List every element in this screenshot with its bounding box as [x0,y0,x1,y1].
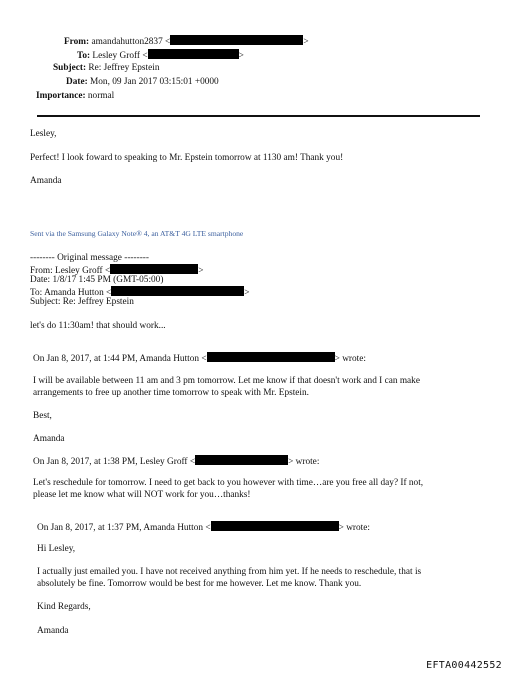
original-date: Date: 1/8/17 1:45 PM (GMT-05:00) [30,275,164,285]
header-from [64,35,309,48]
header-to [77,49,244,62]
subject-value: Re: Jeffrey Epstein [88,63,160,73]
quote1-attribution [33,352,366,365]
close-bracket: > [303,37,309,47]
redaction-bar [211,521,339,531]
mobile-signature: Sent via the Samsung Galaxy Note® 4, an AT&T 4G LTE smartphone [30,228,244,238]
close-bracket: > [244,288,250,298]
quote1-wrote: > wrote: [334,354,366,364]
date-label: Date: [66,77,88,87]
to-label: To: [77,51,91,61]
quote2-wrote: > wrote: [288,457,320,467]
date-value: Mon, 09 Jan 2017 03:15:01 +0000 [90,77,219,87]
quote1-body-line2: arrangements to free up another time tomorrow to speak with Mr. Epstein. [33,388,309,398]
quote2-body-line1: Let's reschedule for tomorrow. I need to get back to you however with time…are you free all day? If not, [33,478,424,488]
original-divider: -------- Original message -------- [30,253,149,263]
from-value: amandahutton2837 < [91,37,171,47]
header-date [66,77,219,88]
reply-greeting: Lesley, [30,129,57,139]
redaction-bar [110,264,198,274]
quote2-body-line2: please let me know what will NOT work for you…thanks! [33,490,251,500]
redaction-bar [195,455,288,465]
to-value: Lesley Groff < [92,51,148,61]
quote3-body-line1: I actually just emailed you. I have not received anything from him yet. If he needs to reschedule, that is [37,567,422,577]
quote3-name: Amanda [37,626,69,636]
from-label: From: [64,37,90,47]
quote1-closing: Best, [33,411,52,421]
original-body: let's do 11:30am! that should work... [30,321,166,331]
header-divider [37,115,480,117]
quote2-attribution [33,455,319,468]
quote3-body-line2: absolutely be fine. Tomorrow would be best for me however. Let me know. Thank you. [37,579,362,589]
quote1-body-line1: I will be available between 11 am and 3 pm tomorrow. Let me know if that doesn't work and I can make [33,376,420,386]
reply-body: Perfect! I look foward to speaking to Mr. Epstein tomorrow at 1130 am! Thank you! [30,153,344,163]
importance-value: normal [87,91,115,101]
quote1-attribution-text: On Jan 8, 2017, at 1:44 PM, Amanda Hutton < [33,354,207,364]
close-bracket: > [198,266,204,276]
redaction-bar [111,286,244,296]
original-to-text: To: Amanda Hutton < [30,288,112,298]
quote3-closing: Kind Regards, [37,602,91,612]
quote2-attribution-text: On Jan 8, 2017, at 1:38 PM, Lesley Groff < [33,457,196,467]
close-bracket: > [238,51,244,61]
quote3-greeting: Hi Lesley, [37,544,76,554]
subject-label: Subject: [53,63,87,73]
document-id: EFTA00442552 [426,660,502,671]
quote3-attribution [37,521,370,534]
redaction-bar [148,49,239,59]
redaction-bar [207,352,335,362]
redaction-bar [170,35,303,45]
header-importance [36,91,114,102]
original-subject: Subject: Re: Jeffrey Epstein [30,297,134,307]
quote3-attribution-text: On Jan 8, 2017, at 1:37 PM, Amanda Hutton < [37,523,211,533]
header-subject [53,63,159,74]
reply-signoff: Amanda [30,176,62,186]
original-from-text: From: Lesley Groff < [30,266,111,276]
quote1-name: Amanda [33,434,65,444]
importance-label: Importance: [36,91,86,101]
quote3-wrote: > wrote: [338,523,370,533]
